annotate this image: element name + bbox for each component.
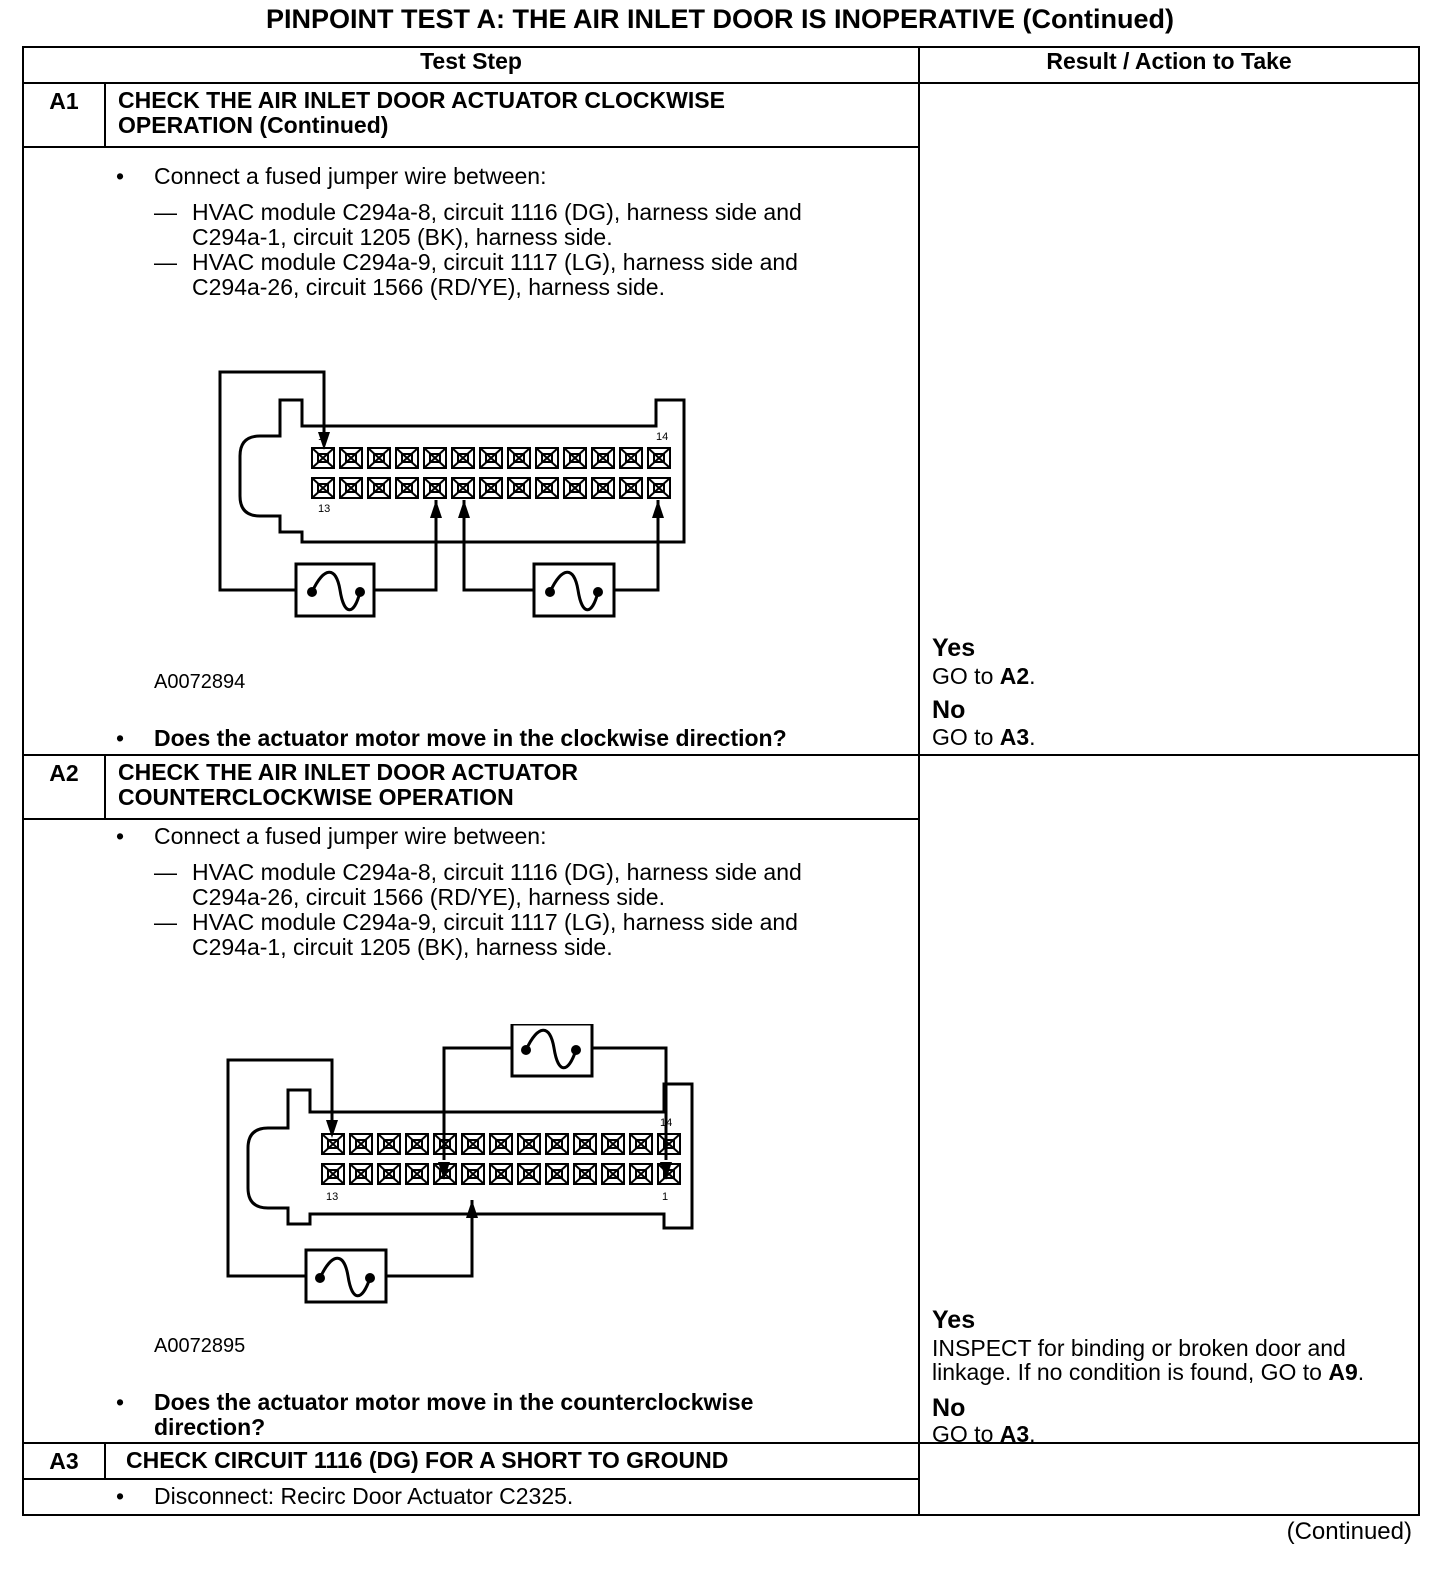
result-a2-yes-suffix: . <box>1357 1359 1365 1385</box>
connector-pin <box>620 448 642 468</box>
result-a1-yes-target: A2 <box>999 663 1030 689</box>
connector-pin <box>620 478 642 498</box>
connector-pin <box>462 1164 484 1184</box>
connector-diagram-a2 <box>222 1024 702 1314</box>
connector-pin <box>322 1164 344 1184</box>
connector-pin <box>592 448 614 468</box>
step-title-a1-line1: CHECK THE AIR INLET DOOR ACTUATOR CLOCKWISE <box>118 87 725 113</box>
connector-pin <box>564 478 586 498</box>
step-body-a2 <box>23 819 919 1443</box>
connector-pin <box>406 1134 428 1154</box>
pin-label-14: 14 <box>660 1117 673 1129</box>
result-a1-yes-action <box>932 664 1036 688</box>
step-body-a3 <box>23 1479 919 1515</box>
step-a1-title-row <box>23 83 1419 147</box>
connector-pin <box>452 448 474 468</box>
step-a1-sub-2-line2: C294a-26, circuit 1566 (RD/YE), harness side. <box>192 274 665 300</box>
connector-pin <box>536 448 558 468</box>
step-a1-sub-1 <box>192 200 912 250</box>
connector-pin <box>322 1134 344 1154</box>
step-title-a2-line2: COUNTERCLOCKWISE OPERATION <box>118 784 514 810</box>
result-a2-no-target: A3 <box>999 1421 1030 1447</box>
result-a2-yes-prefix: linkage. If no condition is found, GO to <box>932 1359 1329 1385</box>
header-test-step: Test Step <box>23 47 919 83</box>
step-title-a1 <box>105 83 919 147</box>
connector-pin <box>518 1164 540 1184</box>
pinpoint-test-table <box>22 46 1420 1516</box>
step-a2-question-line2: direction? <box>154 1414 266 1440</box>
pin-label-13: 13 <box>326 1191 339 1203</box>
connector-pin <box>508 478 530 498</box>
step-a2-question-line1: Does the actuator motor move in the counterclockwise <box>154 1389 754 1415</box>
bullet: • <box>116 163 125 189</box>
connector-pin <box>378 1164 400 1184</box>
figure-id-a1: A0072894 <box>154 671 246 693</box>
result-a2-no-prefix: GO to <box>932 1421 1000 1447</box>
bullet: • <box>116 1483 125 1509</box>
step-a1-question: Does the actuator motor move in the clockwise direction? <box>154 725 787 751</box>
result-a2-yes-line2 <box>932 1360 1364 1384</box>
step-a2-title-row <box>23 755 1419 819</box>
connector-pin <box>546 1134 568 1154</box>
step-id-a2: A2 <box>23 755 105 819</box>
result-a1-yes-label: Yes <box>932 634 976 662</box>
connector-pin <box>648 478 670 498</box>
step-title-a3: CHECK CIRCUIT 1116 (DG) FOR A SHORT TO GROUND <box>105 1443 919 1479</box>
step-a3-instruction: Disconnect: Recirc Door Actuator C2325. <box>154 1483 574 1509</box>
connector-pin <box>480 478 502 498</box>
connector-pin <box>312 448 334 468</box>
result-a2-no-suffix: . <box>1029 1421 1036 1447</box>
step-a2-instruction: Connect a fused jumper wire between: <box>154 823 547 849</box>
connector-pin <box>424 478 446 498</box>
connector-pin <box>340 478 362 498</box>
result-a2-yes-line1: INSPECT for binding or broken door and <box>932 1335 1346 1361</box>
pin-label-13: 13 <box>318 503 331 515</box>
connector-pin <box>350 1164 372 1184</box>
connector-pin <box>490 1164 512 1184</box>
result-a1-no-action <box>932 725 1036 749</box>
connector-pin <box>536 478 558 498</box>
connector-pin <box>592 478 614 498</box>
connector-pin <box>658 1134 680 1154</box>
result-a2-yes-label: Yes <box>932 1306 976 1334</box>
result-a2 <box>919 755 1419 1447</box>
bullet: • <box>116 823 125 849</box>
connector-pin <box>630 1164 652 1184</box>
pin-label-1: 1 <box>318 431 325 443</box>
pin-label-14: 14 <box>656 431 669 443</box>
step-a2-question <box>154 1390 753 1440</box>
step-title-a1-line2: OPERATION (Continued) <box>118 112 389 138</box>
step-a1-sub-1-line2: C294a-1, circuit 1205 (BK), harness side. <box>192 224 613 250</box>
connector-pin <box>602 1164 624 1184</box>
connector-pin <box>340 448 362 468</box>
result-a1-no-prefix: GO to <box>932 724 1000 750</box>
connector-pin <box>312 478 334 498</box>
connector-pin <box>490 1134 512 1154</box>
result-a1-yes-suffix: . <box>1029 663 1036 689</box>
step-a1-sub-2 <box>192 250 912 300</box>
page-title: PINPOINT TEST A: THE AIR INLET DOOR IS INOPERATIVE (Continued) <box>266 4 1174 34</box>
step-a2-sub-1-line1: HVAC module C294a-8, circuit 1116 (DG), harness side and <box>192 859 802 885</box>
result-a1 <box>919 83 1419 755</box>
connector-pin <box>424 448 446 468</box>
step-title-a2-line1: CHECK THE AIR INLET DOOR ACTUATOR <box>118 759 578 785</box>
connector-pin <box>378 1134 400 1154</box>
connector-pin <box>452 478 474 498</box>
connector-pin <box>368 448 390 468</box>
figure-id-a2: A0072895 <box>154 1335 246 1357</box>
pin-grid-a2 <box>322 1134 680 1184</box>
result-a1-no-label: No <box>932 696 966 724</box>
connector-pin <box>602 1134 624 1154</box>
pin-grid-a1 <box>312 448 670 498</box>
connector-pin <box>462 1134 484 1154</box>
connector-pin <box>574 1164 596 1184</box>
continued-footer: (Continued) <box>1286 1518 1412 1545</box>
result-a2-yes-target: A9 <box>1328 1359 1358 1385</box>
step-id-a1: A1 <box>23 83 105 147</box>
connector-pin <box>396 478 418 498</box>
step-body-a1 <box>23 147 919 755</box>
step-a1-sub-1-line1: HVAC module C294a-8, circuit 1116 (DG), harness side and <box>192 199 802 225</box>
result-a1-no-suffix: . <box>1029 724 1036 750</box>
dash: — <box>154 859 177 885</box>
result-a1-yes-prefix: GO to <box>932 663 1000 689</box>
connector-pin <box>406 1164 428 1184</box>
connector-pin <box>648 448 670 468</box>
connector-pin <box>350 1134 372 1154</box>
bullet: • <box>116 1389 125 1415</box>
result-a2-yes-action <box>932 1336 1364 1384</box>
connector-pin <box>508 448 530 468</box>
bullet: • <box>116 725 125 751</box>
header-result: Result / Action to Take <box>919 47 1419 83</box>
step-a2-sub-1 <box>192 860 912 910</box>
dash: — <box>154 909 177 935</box>
connector-pin <box>368 478 390 498</box>
connector-pin <box>574 1134 596 1154</box>
dash: — <box>154 249 177 275</box>
connector-pin <box>396 448 418 468</box>
dash: — <box>154 199 177 225</box>
result-a1-no-target: A3 <box>999 724 1030 750</box>
result-a2-no-label: No <box>932 1394 966 1422</box>
step-a2-sub-2 <box>192 910 912 960</box>
pin-label-1: 1 <box>662 1191 669 1203</box>
table-header-row <box>23 47 1419 83</box>
connector-pin <box>518 1134 540 1154</box>
step-a3-title-row <box>23 1443 1419 1479</box>
step-a2-sub-1-line2: C294a-26, circuit 1566 (RD/YE), harness side. <box>192 884 665 910</box>
result-a3 <box>919 1443 1419 1515</box>
step-a1-instruction: Connect a fused jumper wire between: <box>154 163 547 189</box>
connector-pin <box>630 1134 652 1154</box>
result-a2-no-action <box>932 1422 1036 1446</box>
connector-diagram-a1 <box>214 370 714 632</box>
connector-pin <box>546 1164 568 1184</box>
connector-pin <box>564 448 586 468</box>
step-title-a2 <box>105 755 919 819</box>
step-a1-sub-2-line1: HVAC module C294a-9, circuit 1117 (LG), harness side and <box>192 249 798 275</box>
step-id-a3: A3 <box>23 1443 105 1479</box>
step-a2-sub-2-line1: HVAC module C294a-9, circuit 1117 (LG), harness side and <box>192 909 798 935</box>
connector-pin <box>480 448 502 468</box>
step-a2-sub-2-line2: C294a-1, circuit 1205 (BK), harness side. <box>192 934 613 960</box>
